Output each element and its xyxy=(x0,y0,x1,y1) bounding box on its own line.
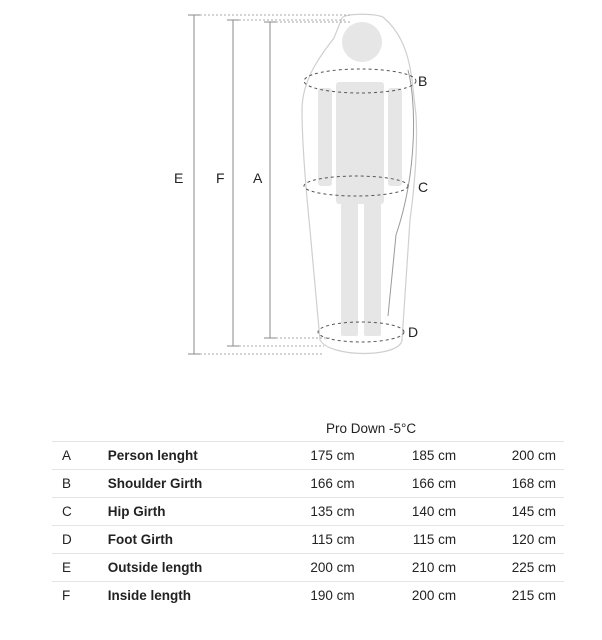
row-value-2: 140 cm xyxy=(355,498,457,526)
row-name: Inside length xyxy=(108,582,266,610)
row-value-1: 200 cm xyxy=(266,554,355,582)
table-row xyxy=(52,442,564,470)
row-value-1: 190 cm xyxy=(266,582,355,610)
row-value-2: 185 cm xyxy=(355,442,457,470)
row-value-3: 225 cm xyxy=(456,554,564,582)
row-name: Hip Girth xyxy=(108,498,266,526)
row-key: B xyxy=(52,470,108,498)
row-value-1: 135 cm xyxy=(266,498,355,526)
row-value-2: 200 cm xyxy=(355,582,457,610)
table-row xyxy=(52,498,564,526)
row-value-1: 115 cm xyxy=(266,526,355,554)
table-row xyxy=(52,470,564,498)
row-value-3: 168 cm xyxy=(456,470,564,498)
row-value-1: 166 cm xyxy=(266,470,355,498)
row-key: F xyxy=(52,582,108,610)
label-d: D xyxy=(408,324,419,340)
foot-girth-ellipse xyxy=(318,322,404,342)
table-row xyxy=(52,526,564,554)
person-silhouette-icon xyxy=(318,22,402,336)
row-key: A xyxy=(52,442,108,470)
label-f: F xyxy=(216,170,225,186)
label-b: B xyxy=(418,73,428,89)
label-e: E xyxy=(174,170,184,186)
row-name: Shoulder Girth xyxy=(108,470,266,498)
table-header-model: Pro Down -5°C xyxy=(325,420,417,436)
row-value-3: 215 cm xyxy=(456,582,564,610)
row-name: Foot Girth xyxy=(108,526,266,554)
row-name: Outside length xyxy=(108,554,266,582)
table-row xyxy=(52,554,564,582)
row-key: E xyxy=(52,554,108,582)
row-value-1: 175 cm xyxy=(266,442,355,470)
row-value-2: 115 cm xyxy=(355,526,457,554)
size-table xyxy=(52,415,564,609)
row-key: D xyxy=(52,526,108,554)
table-header-row xyxy=(52,415,564,442)
label-c: C xyxy=(418,179,429,195)
row-value-3: 200 cm xyxy=(456,442,564,470)
row-value-2: 210 cm xyxy=(355,554,457,582)
row-name: Person lenght xyxy=(108,442,266,470)
table-row xyxy=(52,582,564,610)
label-a: A xyxy=(253,170,263,186)
row-value-3: 145 cm xyxy=(456,498,564,526)
row-value-3: 120 cm xyxy=(456,526,564,554)
row-key: C xyxy=(52,498,108,526)
row-value-2: 166 cm xyxy=(355,470,457,498)
